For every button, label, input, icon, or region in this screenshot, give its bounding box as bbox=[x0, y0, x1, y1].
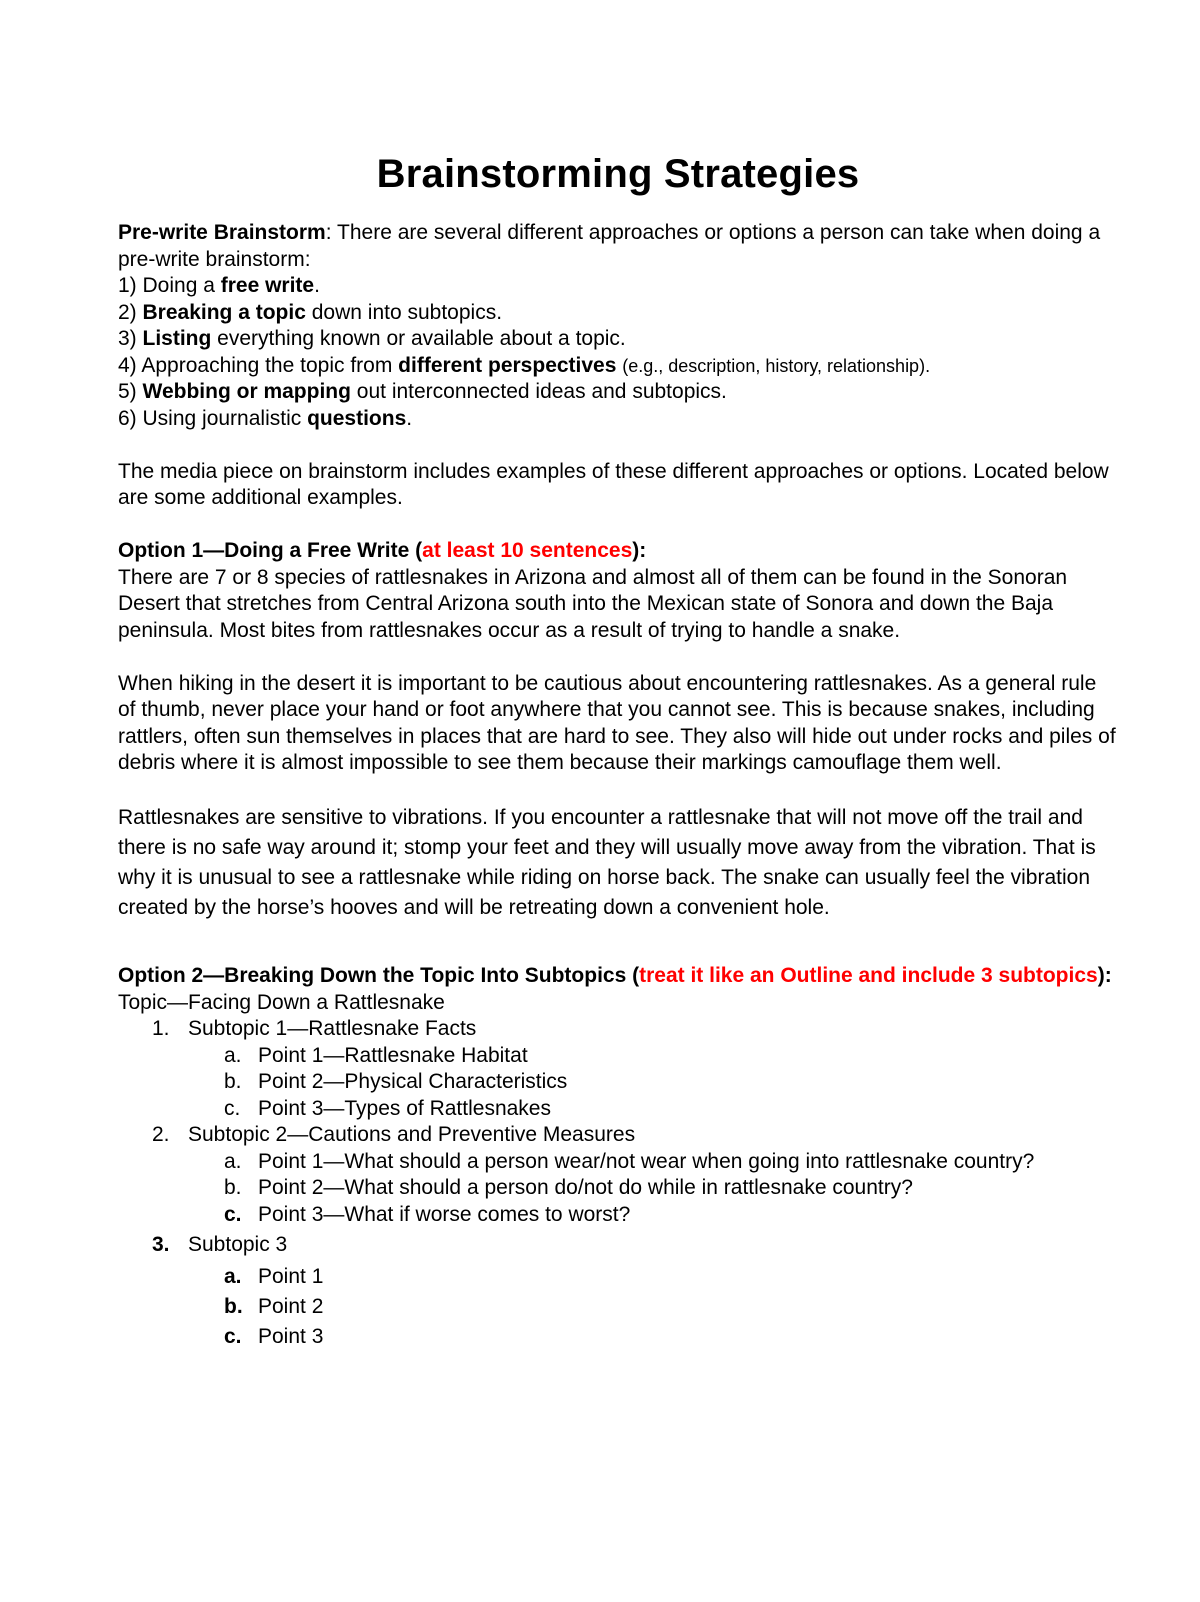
option1-paragraph: When hiking in the desert it is important to be cautious about encountering rattlesnakes. As a general rule of thumb, never place your hand or foot anywhere that you cannot see. This is because snakes, including rattlers, often sun themselves in places that are hard to see. They also will hide out under rocks and piles of debris where it is almost impossible to see them because their markings camouflage them well. bbox=[118, 671, 1116, 774]
point-text: Point 3—Types of Rattlesnakes bbox=[258, 1096, 551, 1120]
point-text: Point 1—Rattlesnake Habitat bbox=[258, 1043, 528, 1067]
outline-point bbox=[118, 1175, 1118, 1202]
approach-prefix: 6) Using journalistic bbox=[118, 406, 308, 430]
approach-keyword: Webbing or mapping bbox=[142, 380, 351, 403]
subtopic-number: 1. bbox=[152, 1017, 170, 1040]
outline-list bbox=[118, 1016, 1118, 1352]
option1-heading-text: Option 1—Doing a Free Write ( bbox=[118, 539, 423, 562]
point-text: Point 2 bbox=[258, 1294, 324, 1318]
approach-keyword: questions bbox=[307, 406, 407, 430]
point-text: Point 3—What if worse comes to worst? bbox=[258, 1202, 631, 1226]
outline-subtopic bbox=[118, 1016, 1118, 1043]
outline-point bbox=[118, 1149, 1118, 1176]
subtopic-number: 2. bbox=[152, 1123, 170, 1146]
approach-suffix: everything known or available about a topic. bbox=[211, 327, 626, 350]
option2-requirement: treat it like an Outline and include 3 subtopics bbox=[639, 964, 1098, 987]
point-letter: b. bbox=[224, 1176, 242, 1199]
approach-keyword: Breaking a topic bbox=[142, 300, 306, 324]
approach-item bbox=[118, 326, 1118, 353]
option1-heading-end: ): bbox=[632, 539, 647, 562]
point-text: Point 1—What should a person wear/not wear when going into rattlesnake country? bbox=[258, 1149, 1035, 1173]
approach-prefix: 2) bbox=[118, 300, 143, 324]
point-text: Point 2—Physical Characteristics bbox=[258, 1070, 568, 1093]
intro-paragraph bbox=[118, 220, 1118, 273]
approach-prefix: 4) Approaching the topic from bbox=[118, 353, 399, 377]
point-text: Point 2—What should a person do/not do while in rattlesnake country? bbox=[258, 1176, 913, 1199]
subtopic-label: Subtopic 3 bbox=[188, 1233, 288, 1256]
approach-keyword: free write bbox=[220, 274, 315, 297]
approach-suffix: . bbox=[314, 274, 320, 297]
outline-point bbox=[118, 1292, 1118, 1322]
approach-prefix: 1) Doing a bbox=[118, 274, 221, 297]
document-body bbox=[118, 220, 1118, 1352]
outline-topic: Topic—Facing Down a Rattlesnake bbox=[118, 990, 445, 1014]
outline-point bbox=[118, 1069, 1118, 1096]
approach-item bbox=[118, 273, 1118, 300]
point-text: Point 1 bbox=[258, 1264, 324, 1288]
point-letter: a. bbox=[224, 1149, 242, 1173]
approach-suffix: down into subtopics. bbox=[305, 300, 503, 324]
approach-item bbox=[118, 353, 1118, 380]
option1-paragraph: Rattlesnakes are sensitive to vibrations. If you encounter a rattlesnake that will not move off the trail and there is no safe way around it; stomp your feet and they will usually move away from the vibration. That is why it is unusual to see a rattlesnake while riding on horse back. The snake can usually feel the vibration created by the horse’s hooves and will be retreating down a convenient hole. bbox=[118, 806, 1096, 919]
point-letter: c. bbox=[224, 1324, 242, 1348]
subtopic-label: Subtopic 2—Cautions and Preventive Measures bbox=[188, 1123, 636, 1146]
approach-keyword: Listing bbox=[142, 327, 212, 350]
option1-paragraph: There are 7 or 8 species of rattlesnakes in Arizona and almost all of them can be found in the Sonoran Desert that stretches from Central Arizona south into the Mexican state of Sonora and down the Baja peninsula. Most bites from rattlesnakes occur as a result of trying to handle a snake. bbox=[118, 565, 1068, 642]
point-letter: a. bbox=[224, 1264, 242, 1288]
outline-point bbox=[118, 1322, 1118, 1352]
approach-item bbox=[118, 379, 1118, 406]
approach-suffix: . bbox=[406, 406, 413, 430]
option1-requirement: at least 10 sentences bbox=[422, 539, 633, 562]
outline-subtopic bbox=[118, 1122, 1118, 1149]
approach-examples: (e.g., description, history, relationship). bbox=[622, 355, 931, 376]
subtopic-label: Subtopic 1—Rattlesnake Facts bbox=[188, 1017, 477, 1040]
outline-point bbox=[118, 1096, 1118, 1123]
option2-heading bbox=[118, 963, 1118, 990]
approach-keyword: different perspectives bbox=[398, 353, 617, 377]
intro-label: Pre-write Brainstorm bbox=[118, 221, 326, 244]
media-note: The media piece on brainstorm includes examples of these different approaches or options. Located below are some additional examples. bbox=[118, 459, 1109, 509]
outline-point bbox=[118, 1262, 1118, 1292]
point-letter: c. bbox=[224, 1202, 242, 1226]
point-letter: b. bbox=[224, 1070, 242, 1093]
intro-text: : There are several different approaches or options a person can take when doing a pre-write brainstorm: bbox=[118, 221, 1101, 271]
point-letter: b. bbox=[224, 1294, 243, 1318]
approach-item bbox=[118, 406, 1118, 433]
page-title: Brainstorming Strategies bbox=[376, 152, 860, 196]
point-text: Point 3 bbox=[258, 1324, 324, 1348]
option2-heading-text: Option 2—Breaking Down the Topic Into Subtopics ( bbox=[118, 964, 640, 987]
point-letter: c. bbox=[224, 1096, 241, 1120]
point-letter: a. bbox=[224, 1043, 242, 1067]
option1-heading bbox=[118, 538, 1118, 565]
option2-heading-end: ): bbox=[1097, 964, 1112, 987]
approach-suffix: out interconnected ideas and subtopics. bbox=[350, 380, 727, 403]
approach-item bbox=[118, 300, 1118, 327]
outline-point bbox=[118, 1202, 1118, 1229]
subtopic-number: 3. bbox=[152, 1233, 170, 1256]
approach-prefix: 5) bbox=[118, 380, 143, 403]
approaches-list bbox=[118, 273, 1118, 432]
approach-prefix: 3) bbox=[118, 327, 143, 350]
outline-subtopic bbox=[118, 1232, 1118, 1259]
outline-point bbox=[118, 1043, 1118, 1070]
